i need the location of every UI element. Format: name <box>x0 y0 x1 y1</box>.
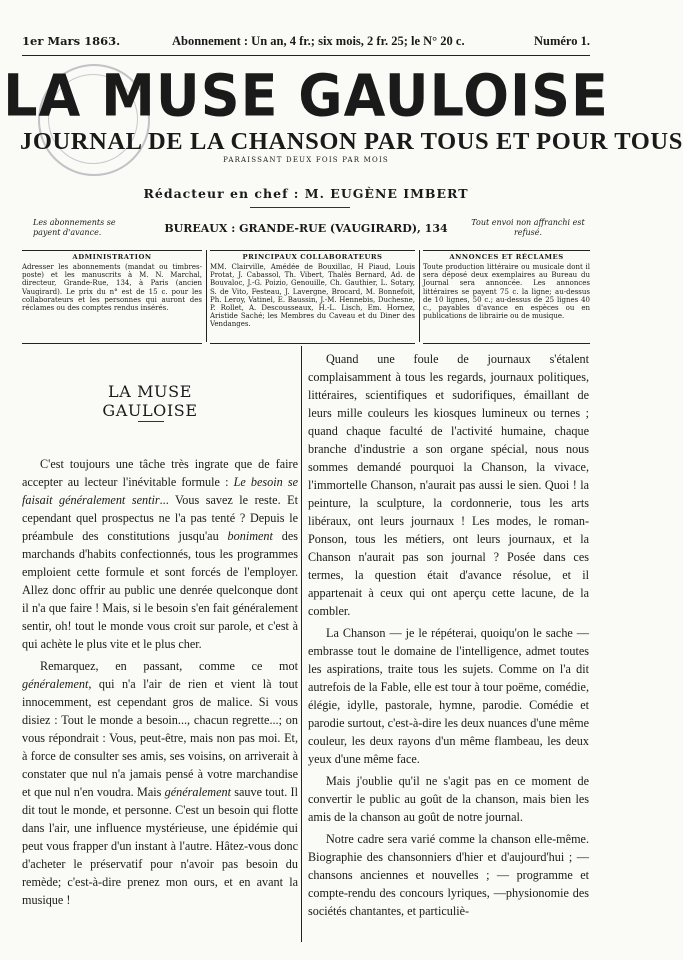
box-text: MM. Clairville, Amédée de Bouxillac, H Piaud, Louis Protat, J. Cabassol, Th. Vibert, Thalès Bernard, Ad. de Bouvaloc, J.-G. Poizio, Genouille, Ch. Gauthier, L. Sotary, S. de Vito, Festeau, J. Lavergne, Brocard, M. Bonnefoit, Ph. Leroy, Vatinel, E. Baussin, J.-M. Hennebis, Duchesne, P. Rollet, A. Descousseaux, H.-L. Lisch, Em. Hornez, Aristide Saché; les Membres du Caveau et du Diner des Vendanges. <box>210 263 415 329</box>
article-paragraph <box>308 350 589 620</box>
article-column-left <box>22 455 298 913</box>
column-divider <box>301 346 302 942</box>
paragraph-text: Mais j'oublie qu'il ne s'agit pas en ce moment de convertir le public au goût de la chanson, mais bien les amis de la chanson au goût de notre journal. <box>308 774 589 824</box>
postage-note: Tout envoi non affranchi est refusé. <box>471 218 585 237</box>
issue-date: 1er Mars 1863. <box>22 34 121 48</box>
paragraph-text: sauve tout. Il dit tout le monde, et personne. C'est un besoin qui flotte dans l'air, une influence mystérieuse, une épidémie qui peut vous frapper d'un instant à l'autre. Hâtez-vous donc d'acheter le préservatif pour n'avoir pas besoin du remède; c'est-à-dire prenez mon ours, et en avant la musique ! <box>22 785 298 907</box>
box-heading: PRINCIPAUX COLLABORATEURS <box>242 253 383 261</box>
contributors-box <box>210 250 415 344</box>
box-divider <box>419 250 420 342</box>
article-paragraph <box>308 772 589 826</box>
editor-rule <box>250 207 350 208</box>
paragraph-text: C'est toujours une tâche très ingrate que de faire accepter au lecteur l'inévitable formule : <box>22 457 298 489</box>
paragraph-text: , qui n'a l'air de rien et vient là tout innocemment, est cependant gros de malice. Si vous disiez : Tout le monde a besoin..., chacun regrette...; on vous répondrait : Vous, peut-être, mais non pas moi. Et, à force de consulter ses amis, ses voisins, on arriverait à constater que nul n'a jamais pensé à votre marchandise et que nul n'en voudra. Mais <box>22 677 298 799</box>
italic-text: Le besoin se faisait généralement sentir <box>22 475 298 507</box>
administration-box <box>22 250 202 344</box>
paragraph-text: des marchands d'habits confectionnés, tous les programmes emploient cette formule et sont forcés de l'employer. Allez donc offrir au public une denrée quelconque dont il n'a que faire ! Mais, si le besoin s'en fait généralement sentir, oh! tout le monde vous croit sur parole, et c'est à qui achète le plus vite et le plus cher. <box>22 529 298 651</box>
paragraph-text: Notre cadre sera varié comme la chanson elle-même. Biographie des chansonniers d'hier et d'aujourd'hui ; — chansons anciennes et nouvelles ; — programme et compte-rendu des concours lyriques, —physionomie des sociétés chantantes, et particuliè- <box>308 832 589 918</box>
italic-text: généralement <box>164 785 231 799</box>
advertising-box <box>423 250 590 344</box>
office-address: BUREAUX : GRANDE-RUE (VAUGIRARD), 134 <box>164 222 448 235</box>
paragraph-text: La Chanson — je le répéterai, quoiqu'on le sache — embrasse tout le domaine de l'intelligence, admet toutes les aspirations, traite tous les sujets. Comme on l'a dit autrefois de la Fable, elle est tour à tour poëme, comédie, élégie, idylle, pastorale, hymne, parodie. Comédie et parodie surtout, c'est-à-dire les deux nuances d'une même couleur, les deux rayons d'un même flambeau, les deux yeux d'une même face. <box>308 626 589 766</box>
article-paragraph <box>308 830 589 920</box>
article-paragraph <box>22 455 298 653</box>
italic-text: boniment <box>227 529 273 543</box>
editor-in-chief: Rédacteur en chef : M. EUGÈNE IMBERT <box>143 186 469 201</box>
box-heading: ANNONCES ET RÉCLAMES <box>449 253 564 261</box>
box-text: Adresser les abonnements (mandat ou timbres-poste) et les manuscrits à M. N. Marchal, directeur, Grande-Rue, 134, à Paris (ancien Vaugirard). Le prix du n° est de 15 c. pour les collaborateurs et les personnes qui auront des réclames ou des comptes rendus insérés. <box>22 263 202 313</box>
box-heading: ADMINISTRATION <box>72 253 152 261</box>
paragraph-text: Remarquez, en passant, comme ce mot <box>40 659 298 673</box>
subscription-note: Les abonnements se payent d'avance. <box>33 218 116 237</box>
paragraph-text: Quand une foule de journaux s'étalent complaisamment à tous les regards, journaux politiques, littéraires, scientifiques et sudorifiques, émaillant de leurs mille couleurs les kiosques lumineux ou ternes ; quand chaque faculté de l'activité humaine, chaque branche d'industrie a son organe spécial, nous nous sommes demandé pourquoi la Chanson, la vivace, l'immortelle Chanson, n'aurait pas aussi le sien. Quoi ! la peinture, la sculpture, la cordonnerie, tous les arts libéraux, ont leurs journaux ! Les modes, le roman-Ponson, tous les métiers, ont leurs journaux, et la Chanson n'aurait pas son journal ? Posée dans ces termes, la question était d'avance résolue, et il appartenait à ceux qui ont aperçu cette lacune, de la combler. <box>308 352 589 618</box>
subscription-price: Abonnement : Un an, 4 fr.; six mois, 2 fr. 25; le N° 20 c. <box>172 34 465 48</box>
article-title: LA MUSE GAULOISE <box>102 382 198 420</box>
issue-number: Numéro 1. <box>533 34 590 48</box>
header-line <box>22 34 590 50</box>
masthead-title: LA MUSE GAULOISE <box>3 61 609 130</box>
box-divider <box>206 250 207 342</box>
paragraph-text: ... Vous savez le reste. Et cependant quel prospectus ne l'a pas tenté ? Depuis le préambule des constitutions jusqu'au <box>22 493 298 543</box>
article-column-right <box>308 350 589 924</box>
header-rule <box>22 55 590 56</box>
article-paragraph <box>308 624 589 768</box>
box-text: Toute production littéraire ou musicale dont il sera déposé deux exemplaires au Bureau du Journal sera annoncée. Les annonces littéraires se payent 75 c. la ligne; au-dessus de 10 lignes, 50 c.; au-dessus de 25 lignes 40 c., payables d'avance en espèces ou en publications de librairie ou de musique. <box>423 263 590 321</box>
article-paragraph <box>22 657 298 909</box>
title-rule <box>138 421 164 422</box>
masthead-subtitle: JOURNAL DE LA CHANSON PAR TOUS ET POUR TOUS <box>20 128 683 155</box>
publication-frequency: PARAISSANT DEUX FOIS PAR MOIS <box>223 156 389 164</box>
italic-text: généralement <box>22 677 89 691</box>
